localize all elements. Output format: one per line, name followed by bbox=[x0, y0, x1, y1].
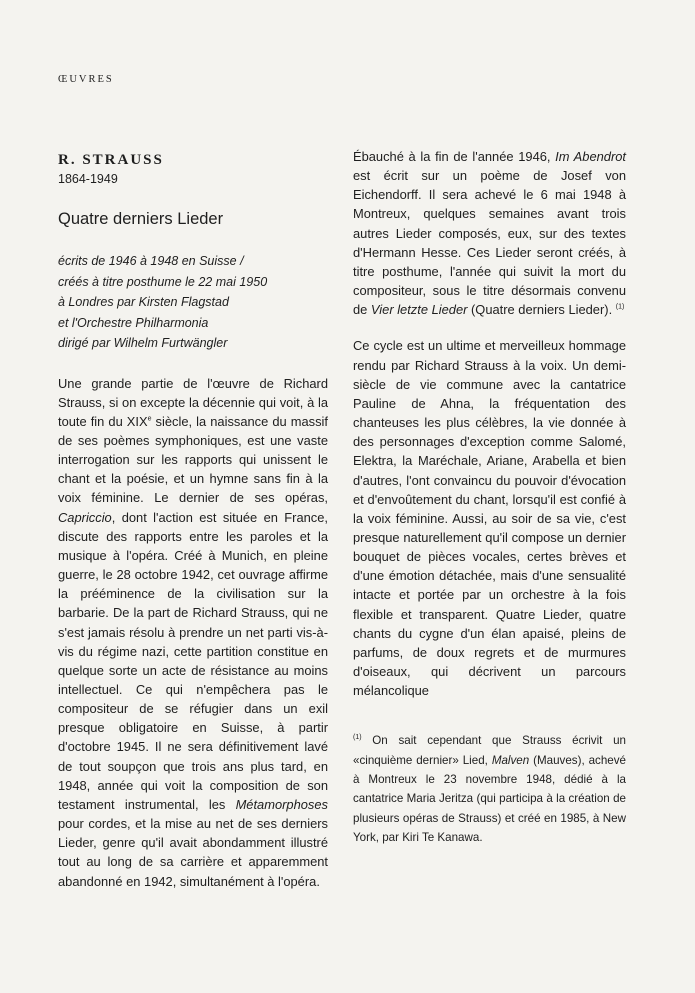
footnote bbox=[353, 731, 626, 847]
text-run: est écrit sur un poème de Josef von Eichendorff. Il sera achevé le 6 mai 1948 à Montreux, quelques semaines avant trois autres Lieder composés, eux, sur des textes d'Hermann Hesse. Ces Lieder seront créés, à titre posthume, l'année qui suivit la mort du compositeur, sous le titre désormais convenu de bbox=[353, 168, 626, 318]
dedication-line: et l'Orchestre Philharmonia bbox=[58, 315, 209, 330]
text-run: siècle, la naissance du massif de ses poèmes symphoniques, est une vaste interrogation sur les rapports qui unissent le chant et la poésie, et un hymne sans fin à la voix féminine. Le dernier de ses opéras, bbox=[58, 413, 328, 506]
text-run: (Quatre derniers Lieder). bbox=[467, 302, 613, 318]
text-run: On sait cependant que Strauss écrivit un «cinquième dernier» Lied, bbox=[353, 734, 626, 767]
text-run: pour cordes, et la mise au net de ses derniers Lieder, genre qu'il avait abondamment illustré tout au long de sa carrière et apparemment abandonné en 1942, simultanément à l'opéra. bbox=[58, 816, 328, 889]
work-title: Quatre derniers Lieder bbox=[58, 210, 224, 228]
footnote-reference: (1) bbox=[615, 303, 625, 311]
text-run: , dont l'action est située en France, discute des rapports entre les paroles et la musique à l'opéra. Créé à Munich, en pleine guerre, le 28 octobre 1942, cet ouvrage affirme la prééminence de la civilisation sur la barbarie. De la part de Richard Strauss, qui ne s'est jamais résolu à prendre un net parti vis-à-vis du régime nazi, cette partition constitue en quelque sorte un acte de résistance au moins intellectuel. Ce qui n'empêchera pas le compositeur de se réfugier dans un exil presque obligatoire en Suisse, à partir d'octobre 1945. Il ne sera définitivement lavé de tout soupçon que trois ans plus tard, en 1948, année qui voit la composition de son testament instrumental, les bbox=[58, 509, 328, 812]
work-title-italic: Im Abendrot bbox=[555, 149, 626, 164]
body-paragraph bbox=[58, 374, 328, 891]
work-title-italic: Métamorphoses bbox=[235, 796, 328, 812]
left-column bbox=[58, 150, 328, 891]
body-paragraph bbox=[353, 147, 626, 319]
composer-name: R. STRAUSS bbox=[58, 152, 164, 168]
work-dedication bbox=[58, 251, 328, 354]
text-run: (Mauves), achevé à Montreux le 23 novembre 1948, dédié à la cantatrice Maria Jeritza (qui participa à la création de plusieurs opéras de Strauss) et créé en 1985, à New York, par Kiri Te Kanawa. bbox=[353, 753, 626, 844]
superscript: e bbox=[147, 415, 152, 423]
text-run: Une grande partie de l'œuvre de Richard Strauss, si on excepte la décennie qui voit, à la toute fin du XIX bbox=[58, 375, 328, 429]
composer-dates: 1864-1949 bbox=[58, 172, 118, 186]
dedication-line: à Londres par Kirsten Flagstad bbox=[58, 295, 229, 309]
text-run: Ébauché à la fin de l'année 1946, bbox=[353, 149, 556, 164]
footnote-marker: (1) bbox=[353, 734, 362, 742]
work-title-italic: Vier letzte Lieder bbox=[370, 302, 468, 318]
section-header: ŒUVRES bbox=[58, 74, 114, 85]
body-paragraph: Ce cycle est un ultime et merveilleux hommage rendu par Richard Strauss à la voix. Un demi-siècle de vie commune avec la cantatrice Pauline de Ahna, la fréquentation des chanteuses les plus célèbres, la vie donnée à des personnages d'exception comme Salomé, Elektra, la Maréchale, Ariane, Arabella et bien d'autres, l'ont convaincu du pouvoir d'évocation et d'envoûtement du chant, lorsqu'il est confié à la voix féminine. Aussi, au soir de sa vie, c'est presque naturellement qu'il compose un dernier bouquet de pièces vocales, certes brèves et d'une émotion détachée, mais d'une sensualité intacte et portée par un orchestre à la fois flexible et transparent. Quatre Lieder, quatre chants du cygne d'un élan apaisé, pleins de parfums, de doux regrets et de murmures d'oiseaux, qui décrivent un parcours mélancolique bbox=[353, 338, 626, 699]
right-column bbox=[353, 147, 626, 847]
dedication-line: créés à titre posthume le 22 mai 1950 bbox=[58, 274, 268, 289]
work-title-italic: Capriccio bbox=[58, 509, 112, 525]
dedication-line: dirigé par Wilhelm Furtwängler bbox=[58, 336, 228, 350]
work-title-italic: Malven bbox=[491, 753, 530, 767]
dedication-line: écrits de 1946 à 1948 en Suisse / bbox=[58, 254, 244, 268]
